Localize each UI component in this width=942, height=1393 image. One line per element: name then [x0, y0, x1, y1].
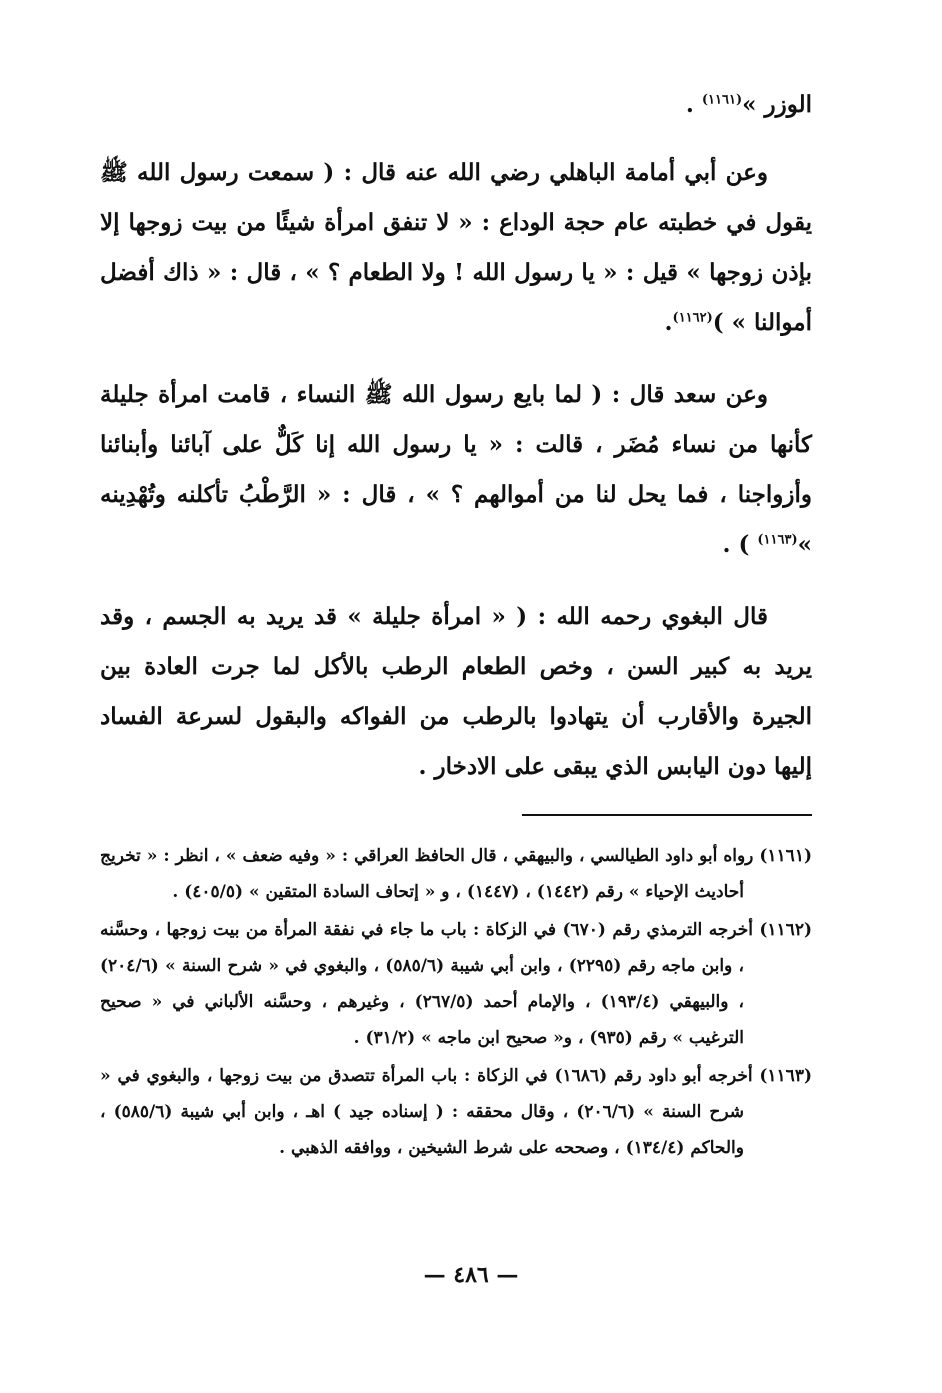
paragraph-text: قال البغوي رحمه الله : ( « امرأة جليلة » قد يريد به الجسم ، وقد يريد به كبير السن ، وخص الطعام الرطب بالأكل لما جرت العادة بين الجيرة والأقارب أن يتهادوا بالرطب من الفواكه والبقول لسرعة الفساد إليها دون اليابس الذي يبقى على الادخار .: [100, 603, 812, 780]
page-number: — ٤٨٦ —: [423, 1262, 519, 1288]
footnote-divider: [522, 814, 812, 816]
main-text: [100, 148, 812, 792]
footnote-text: (١١٦١) رواه أبو داود الطيالسي ، والبيهقي ، قال الحافظ العراقي : « وفيه ضعف » ، انظر : « تخريج أحاديث الإحياء » رقم (١٤٤٢) ، (١٤٤٧) ، و « إتحاف السادة المتقين » (٤٠٥/٥) .: [100, 846, 812, 902]
paragraph-tail: .: [664, 309, 673, 336]
footnote-ref-1163: (١١٦٣): [757, 532, 798, 548]
footnote-text: (١١٦٢) أخرجه الترمذي رقم (٦٧٠) في الزكاة : باب ما جاء في نفقة المرأة من بيت زوجها ، وحسَّنه ، وابن ماجه رقم (٢٢٩٥) ، وابن أبي شيبة (٥٨٥/٦) ، والبغوي في « شرح السنة » (٢٠٤/٦) ، والبيهقي (١٩٣/٤) ، والإمام أحمد (٢٦٧/٥) ، وغيرهم ، وحسَّنه الألباني في « صحيح الترغيب » رقم (٩٣٥) ، و« صحيح ابن ماجه » (٣١/٢) .: [100, 920, 812, 1048]
footnote-text: (١١٦٣) أخرجه أبو داود رقم (١٦٨٦) في الزكاة : باب المرأة تتصدق من بيت زوجها ، والبغوي في « شرح السنة » (٢٠٦/٦) ، وقال محققه : ( إسناده جيد ) اهـ ، وابن أبي شيبة (٥٨٥/٦) ، والحاكم (١٣٤/٤) ، وصححه على شرط الشيخين ، ووافقه الذهبي .: [100, 1066, 812, 1158]
footnote-ref-1162: (١١٦٢): [672, 310, 713, 326]
continued-text-body: الوزر »: [742, 91, 812, 118]
page-content: [100, 80, 812, 1168]
footnote-1162: [100, 912, 812, 1056]
footnote-ref-1161: (١١٦١): [701, 92, 743, 108]
continued-text: الوزر »$^{(١١٦١)}$ .: [685, 91, 812, 118]
footnote-1161: [100, 838, 812, 910]
paragraph-text: وعن سعد قال : ( لما بايع رسول الله ﷺ النساء ، قامت امرأة جليلة كأنها من نساء مُضَر ، قالت : « يا رسول الله إنا كَلٌّ على آبائنا وأبنائنا وأزواجنا ، فما يحل لنا من أموالهم ؟ » ، قال : « الرَّطْبُ تأكلنه وتُهْدِينه »: [100, 381, 812, 558]
footnotes: [100, 838, 812, 1166]
paragraph: [100, 148, 812, 348]
paragraph: [100, 370, 812, 570]
footnote-1163: [100, 1058, 812, 1166]
paragraph-text: وعن أبي أمامة الباهلي رضي الله عنه قال : ( سمعت رسول الله ﷺ يقول في خطبته عام حجة الوداع : « لا تنفق امرأة شيئًا من بيت زوجها إلا بإذن زوجها » قيل : « يا رسول الله ! ولا الطعام ؟ » ، قال : « ذاك أفضل أموالنا » ): [100, 159, 812, 336]
paragraph: [100, 592, 812, 792]
paragraph-tail: ) .: [722, 531, 750, 558]
